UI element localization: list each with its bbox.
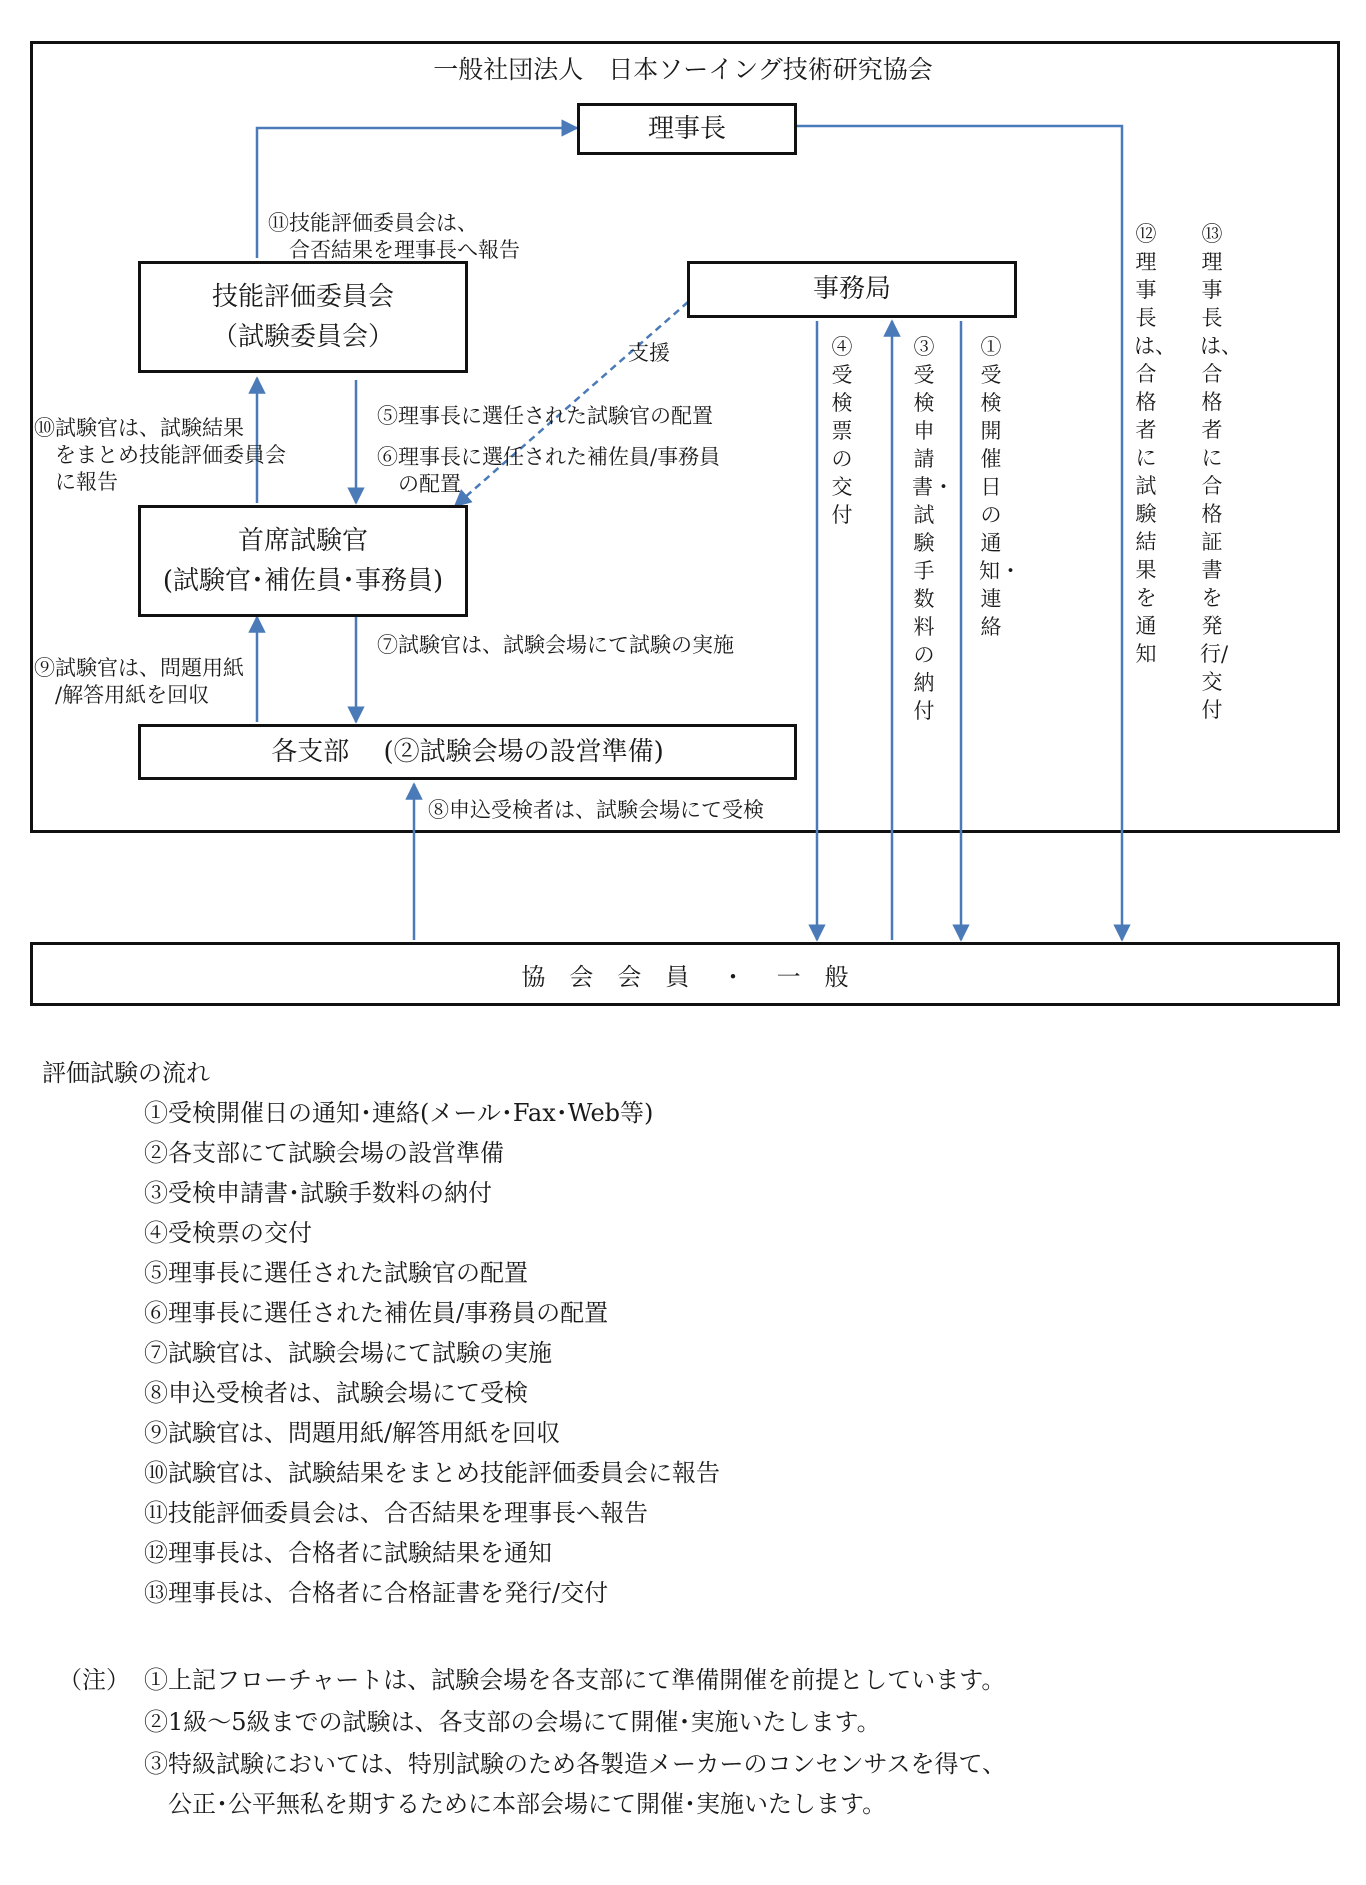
step13-vertical-label: ⑬理事長は、合格者に合格証書を発行/交付 [1200,222,1242,722]
flow-step: ⑥理事長に選任された補佐員/事務員の配置 [144,1299,609,1327]
committee-label: 技能評価委員会 [211,281,394,312]
flow-heading: 評価試験の流れ [42,1059,210,1087]
step11-label: ⑪技能評価委員会は、 合否結果を理事長へ報告 [268,211,520,262]
flow-step: ③受検申請書･試験手数料の納付 [144,1179,492,1207]
note-item: ②1級～5級までの試験は、各支部の会場にて開催･実施いたします。 [144,1708,881,1736]
note-item: ③特級試験においては、特別試験のため各製造メーカーのコンセンサスを得て、 [144,1750,1007,1778]
members-label: 協 会 会 員 ・ 一 般 [521,962,849,991]
chief-examiner-sub-label: (試験官･補佐員･事務員) [162,566,444,596]
committee-box [138,261,468,373]
flow-step: ⑩試験官は、試験結果をまとめ技能評価委員会に報告 [144,1459,720,1487]
flow-step: ⑪技能評価委員会は、合否結果を理事長へ報告 [144,1499,648,1527]
step7-label: ⑦試験官は、試験会場にて試験の実施 [377,633,734,657]
flow-step: ⑤理事長に選任された試験官の配置 [144,1259,528,1287]
chairman-box [577,103,797,155]
flow-step: ②各支部にて試験会場の設営準備 [144,1139,504,1167]
flow-step: ④受検票の交付 [144,1219,312,1247]
office-label: 事務局 [812,274,891,305]
step3-vertical-label: ③受検申請書・試験手数料の納付 [912,335,954,723]
step6-label: ⑥理事長に選任された補佐員/事務員 の配置 [377,445,721,496]
office-box [687,261,1017,318]
flow-step: ⑧申込受検者は、試験会場にて受検 [144,1379,528,1407]
support-label: 支援 [628,341,670,365]
note-item: ①上記フローチャートは、試験会場を各支部にて準備開催を前提としています。 [144,1666,1006,1694]
committee-sub-label: （試験委員会） [211,322,394,352]
chief-examiner-box [138,505,468,617]
note-item: 公正･公平無私を期するために本部会場にて開催･実施いたします。 [144,1790,887,1818]
flow-step-list [144,1093,720,1613]
flow-step: ⑨試験官は、問題用紙/解答用紙を回収 [144,1419,561,1447]
flow-step: ⑦試験官は、試験会場にて試験の実施 [144,1339,552,1367]
org-title: 一般社団法人 日本ソーイング技術研究協会 [433,55,933,84]
flow-step: ⑬理事長は、合格者に合格証書を発行/交付 [144,1579,609,1607]
branch-box [138,724,797,780]
chairman-label: 理事長 [647,113,726,144]
step4-vertical-label: ④受検票の交付 [831,335,853,527]
step1-vertical-label: ①受検開催日の通知・連絡 [979,335,1021,639]
step8-label: ⑧申込受検者は、試験会場にて受検 [428,798,764,822]
chief-examiner-label: 首席試験官 [237,525,368,556]
branch-label: 各支部 (②試験会場の設営準備) [271,736,664,767]
step5-label: ⑤理事長に選任された試験官の配置 [377,404,713,428]
arrow-step12-13 [797,126,1122,940]
notes-label: （注） [58,1666,130,1694]
flow-step: ①受検開催日の通知･連絡(メール･Fax･Web等) [144,1099,654,1127]
step12-vertical-label: ⑫理事長は、合格者に試験結果を通知 [1134,222,1176,666]
members-box [30,942,1340,1006]
flow-step: ⑫理事長は、合格者に試験結果を通知 [144,1539,552,1567]
step9-label: ⑨試験官は、問題用紙 /解答用紙を回収 [34,656,244,707]
step10-label: ⑩試験官は、試験結果 をまとめ技能評価委員会 に報告 [34,416,286,494]
